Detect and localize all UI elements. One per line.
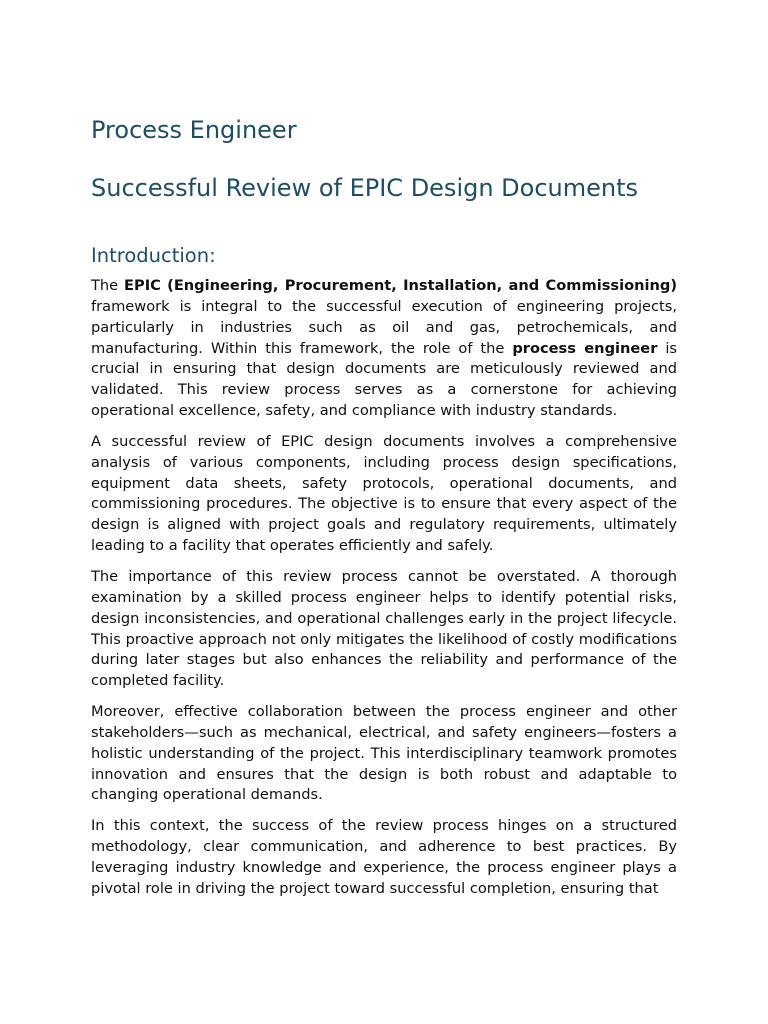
paragraph-1-bold-process-engineer: process engineer: [512, 339, 658, 357]
paragraph-1-text-b: framework is integral to the successful execution of engineering projects, particularly in industries such as oil and gas, petrochemicals, and manufacturing. Within this framework, the role of the: [91, 297, 677, 357]
paragraph-1-bold-epic: EPIC (Engineering, Procurement, Installation, and Commissioning): [124, 277, 677, 294]
document-title: Process Engineer: [91, 116, 297, 144]
paragraph-1-text-a: The: [91, 277, 125, 294]
paragraph-4: Moreover, effective collaboration between the process engineer and other stakeholders—such as mechanical, electrical, and safety engineers—fosters a holistic understanding of the project. This interdisciplinary teamwork promotes innovation and ensures that the design is both robust and adaptable to changing operational demands.: [91, 703, 677, 804]
document-body: [91, 276, 677, 910]
paragraph-3: The importance of this review process cannot be overstated. A thorough examination by a skilled process engineer helps to identify potential risks, design inconsistencies, and operational challenges early in the project lifecycle. This proactive approach not only mitigates the likelihood of costly modifications during later stages but also enhances the reliability and performance of the completed facility.: [91, 567, 677, 690]
document-subtitle: Successful Review of EPIC Design Documents: [91, 174, 639, 202]
paragraph-5: In this context, the success of the review process hinges on a structured methodology, clear communication, and adherence to best practices. By leveraging industry knowledge and experience, the process engineer plays a pivotal role in driving the project toward successful completion, ensuring that: [91, 817, 677, 897]
paragraph-1-text-c: is crucial in ensuring that design documents are meticulously reviewed and validated. This review process serves as a cornerstone for achieving operational excellence, safety, and compliance with industry standards.: [91, 339, 677, 420]
paragraph-2: A successful review of EPIC design documents involves a comprehensive analysis of various components, including process design specifications, equipment data sheets, safety protocols, operational documents, and commissioning procedures. The objective is to ensure that every aspect of the design is aligned with project goals and regulatory requirements, ultimately leading to a facility that operates efficiently and safely.: [91, 432, 677, 555]
paragraph-1: [91, 276, 677, 422]
section-heading-introduction: Introduction:: [91, 244, 216, 267]
